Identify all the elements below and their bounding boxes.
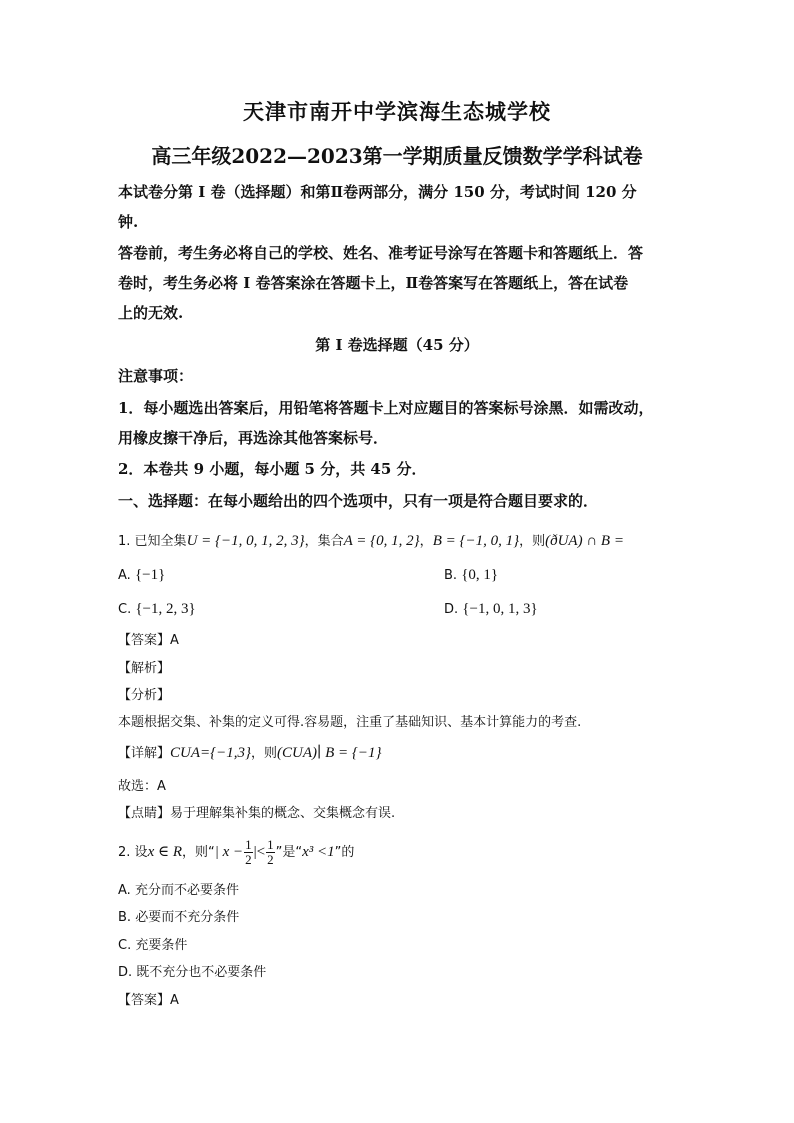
option-d — [118, 964, 266, 982]
abs-right: |< — [253, 844, 266, 860]
stem-text: ”的 — [334, 845, 355, 860]
abs-left: | x − — [214, 844, 244, 860]
option-value: 充分而不必要条件 — [134, 883, 239, 898]
tip-text: 易于理解集补集的概念、交集概念有误. — [170, 806, 396, 821]
fraction-half — [244, 838, 253, 867]
part-heading: 一、选择题：在每小题给出的四个选项中，只有一项是符合题目要求的． — [118, 492, 599, 510]
option-value: 充要条件 — [135, 938, 188, 953]
option-label: A. — [118, 568, 131, 583]
condition-x: x ∈ R — [147, 844, 182, 860]
stem-text: ，则“ — [182, 845, 215, 860]
intro-line-1: 本试卷分第 I 卷（选择题）和第Ⅱ卷两部分，满分 150 分，考试时间 120 分 — [118, 183, 637, 201]
option-b — [444, 566, 498, 585]
detail-expression: (CUA)∣ B = {−1} — [277, 745, 382, 761]
option-label: D. — [118, 965, 133, 980]
option-value: {−1, 0, 1, 3} — [462, 601, 538, 617]
note-1-line-2: 用橡皮擦干净后，再选涂其他答案标号． — [118, 429, 389, 447]
option-label: D. — [444, 602, 459, 617]
fraction-denominator: 2 — [245, 852, 252, 867]
tip-line — [118, 805, 395, 823]
question-1-stem — [118, 532, 624, 551]
answer-line — [118, 632, 179, 650]
detail-expression: CUA={−1,3} — [170, 745, 252, 761]
fenxi-text: 本题根据交集、补集的定义可得.容易题，注重了基础知识、基本计算能力的考查. — [118, 715, 582, 730]
option-c — [118, 600, 196, 619]
option-label: A. — [118, 883, 131, 898]
option-d — [444, 600, 538, 619]
stem-text: ，则 — [519, 534, 546, 549]
question-number: 2. — [118, 845, 131, 860]
fraction-half — [266, 838, 275, 867]
option-label: C. — [118, 938, 132, 953]
exam-title: 高三年级2022—2023第一学期质量反馈数学学科试卷 — [151, 144, 643, 168]
option-c — [118, 937, 187, 955]
detail-connector: ，则 — [251, 746, 278, 761]
option-value: {−1, 2, 3} — [135, 601, 196, 617]
note-2: 2．本卷共 9 小题，每小题 5 分，共 45 分． — [118, 460, 427, 478]
question-expression: (ðUA) ∩ B = — [545, 533, 624, 549]
fraction-denominator: 2 — [267, 852, 274, 867]
option-value: {0, 1} — [461, 567, 499, 583]
intro-line-5: 上的无效. — [118, 304, 184, 322]
set-a: A = {0, 1, 2} — [343, 533, 420, 549]
stem-text: 设 — [134, 845, 148, 860]
answer-label: 【答案】 — [118, 993, 171, 1008]
intro-line-4: 卷时，考生务必将 I 卷答案涂在答题卡上，Ⅱ卷答案写在答题纸上，答在试卷 — [118, 274, 629, 292]
stem-text: ”是“ — [275, 845, 303, 860]
answer-line — [118, 992, 179, 1010]
separator: ， — [419, 534, 433, 549]
stem-text: 已知全集 — [134, 534, 187, 549]
option-label: B. — [444, 568, 458, 583]
option-value: 既不充分也不必要条件 — [136, 965, 267, 980]
option-value: {−1} — [134, 567, 166, 583]
fraction-numerator: 1 — [267, 837, 274, 852]
question-2-stem — [118, 832, 354, 873]
intro-line-2: 钟. — [118, 213, 139, 231]
choose-line: 故选：A — [118, 779, 166, 794]
option-label: C. — [118, 602, 132, 617]
question-number: 1. — [118, 534, 131, 549]
detail-line — [118, 744, 382, 763]
option-b — [118, 909, 239, 927]
stem-text: ，集合 — [304, 534, 344, 549]
section-title: 第 I 卷选择题（45 分） — [315, 336, 479, 354]
option-a — [118, 882, 239, 900]
option-value: 必要而不充分条件 — [135, 910, 240, 925]
analysis-label: 【解析】 — [118, 661, 171, 676]
tip-label: 【点睛】 — [118, 806, 171, 821]
answer-value: A — [170, 993, 179, 1008]
set-u: U = {−1, 0, 1, 2, 3} — [186, 533, 305, 549]
answer-value: A — [170, 633, 179, 648]
option-a — [118, 566, 165, 585]
answer-label: 【答案】 — [118, 633, 171, 648]
detail-label: 【详解】 — [118, 746, 171, 761]
fraction-numerator: 1 — [245, 837, 252, 852]
note-1-line-1: 1．每小题选出答案后，用铅笔将答题卡上对应题目的答案标号涂黑．如需改动， — [118, 399, 654, 417]
intro-line-3: 答卷前，考生务必将自己的学校、姓名、准考证号涂写在答题卡和答题纸上．答 — [118, 244, 644, 262]
school-title: 天津市南开中学滨海生态城学校 — [243, 99, 551, 124]
option-label: B. — [118, 910, 132, 925]
cube-inequality: x³ <1 — [302, 844, 335, 860]
fenxi-label: 【分析】 — [118, 688, 171, 703]
notes-heading: 注意事项： — [118, 367, 194, 385]
set-b: B = {−1, 0, 1} — [432, 533, 520, 549]
